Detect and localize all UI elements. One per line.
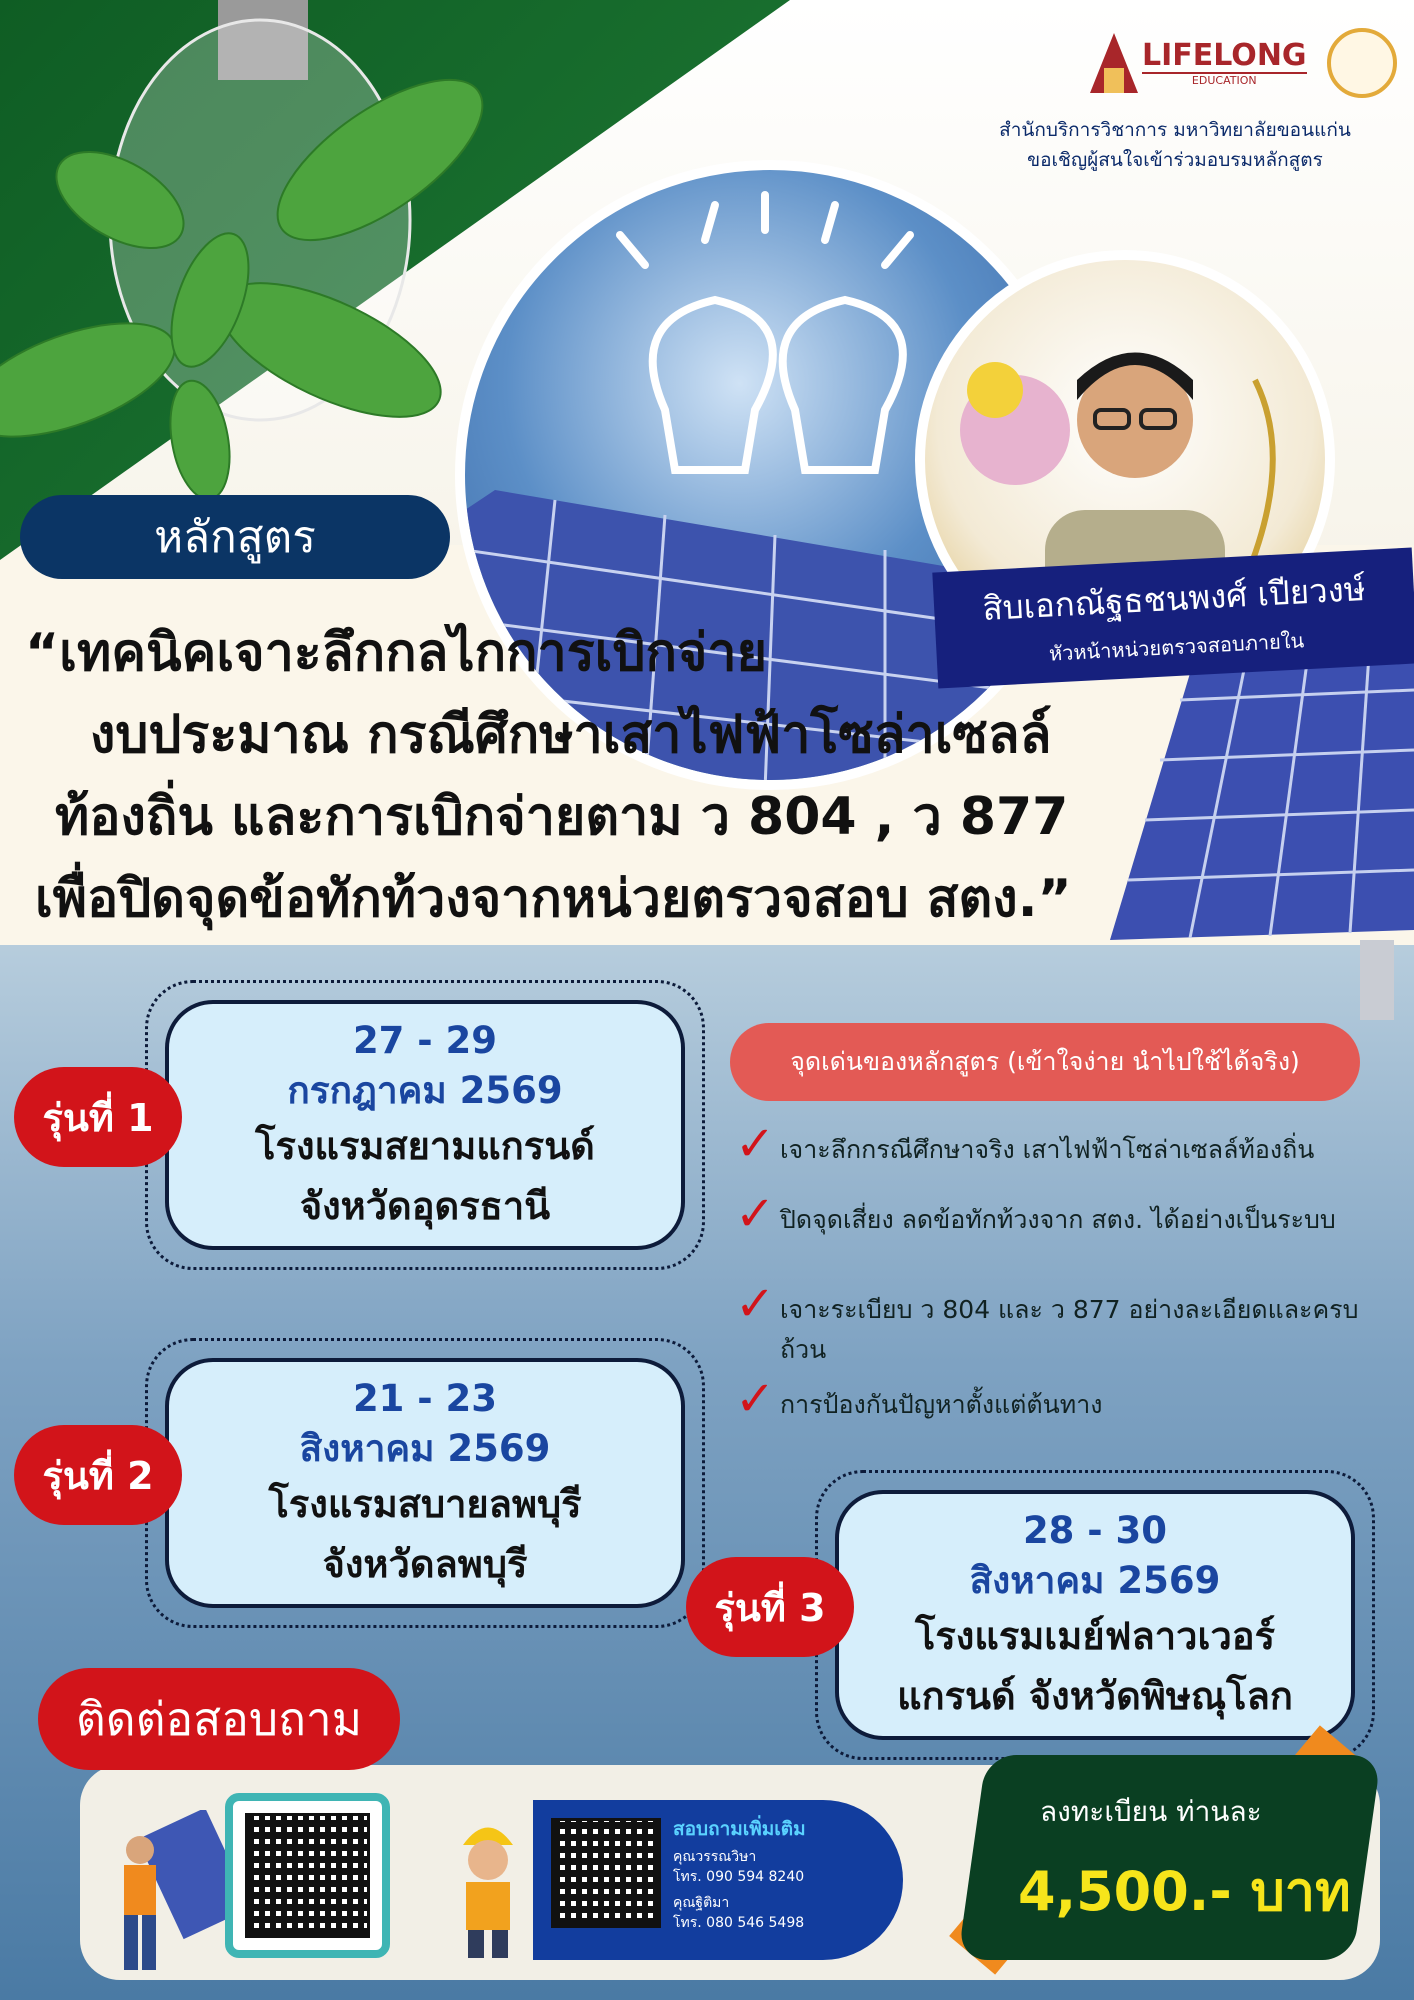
inquiry-qr-code[interactable] — [551, 1818, 661, 1928]
logo-subtext: EDUCATION — [1142, 72, 1307, 87]
session-2-card — [165, 1358, 685, 1608]
title-line-3: ท้องถิ่น และการเบิกจ่ายตาม ว 804 , ว 877 — [55, 787, 1069, 847]
session-dates: 28 - 30 — [1022, 1509, 1168, 1552]
line-qr-frame — [225, 1793, 390, 1958]
session-venue: โรงแรมสยามแกรนด์ — [255, 1124, 595, 1168]
speaker-name: สิบเอกณัฐธชนพงศ์ เปียวงษ์ — [981, 569, 1367, 629]
round-2-badge: รุ่นที่ 2 — [14, 1425, 182, 1525]
session-province: แกรนด์ จังหวัดพิษณุโลก — [897, 1674, 1293, 1718]
price-value: 4,500.- บาท — [1018, 1860, 1351, 1923]
contact-person-2: คุณฐิติมา — [673, 1895, 730, 1911]
highlight-text: เจาะระเบียบ ว 804 และ ว 877 อย่างละเอียดและครบถ้วน — [780, 1295, 1359, 1364]
title-line-4: เพื่อปิดจุดข้อทักท้วงจากหน่วยตรวจสอบ สตง.” — [35, 869, 1072, 929]
checkmark-icon: ✓ — [735, 1116, 776, 1172]
contact-person-1: คุณวรรณวิษา — [673, 1849, 757, 1865]
course-tag: หลักสูตร — [20, 495, 450, 579]
org-line-1: สำนักบริการวิชาการ มหาวิทยาลัยขอนแก่น — [999, 119, 1351, 141]
title-line-1: “เทคนิคเจาะลึกกลไกการเบิกจ่าย — [25, 623, 768, 683]
session-venue: โรงแรมสบายลพบุรี — [268, 1482, 582, 1526]
round-1-badge: รุ่นที่ 1 — [14, 1067, 182, 1167]
temple-logo-icon — [1090, 33, 1138, 93]
session-province: จังหวัดอุดรธานี — [299, 1184, 551, 1228]
highlight-item — [735, 1276, 1385, 1370]
session-venue: โรงแรมเมย์ฟลาวเวอร์ — [914, 1614, 1276, 1658]
highlight-text: การป้องกันปัญหาตั้งแต่ต้นทาง — [780, 1390, 1103, 1419]
contact-button[interactable]: ติดต่อสอบถาม — [38, 1668, 400, 1770]
highlight-item — [735, 1186, 1385, 1242]
session-month: สิงหาคม 2569 — [969, 1559, 1221, 1602]
inquiry-info — [533, 1800, 903, 1960]
speaker-banner — [932, 548, 1414, 689]
highlight-item — [735, 1116, 1385, 1172]
contact-phone-1[interactable]: โทร. 090 594 8240 — [673, 1869, 805, 1885]
session-month: สิงหาคม 2569 — [299, 1427, 551, 1470]
line-qr-code[interactable] — [245, 1813, 370, 1938]
session-province: จังหวัดลพบุรี — [322, 1542, 528, 1586]
header-logos — [1090, 28, 1397, 98]
solar-worker-icon — [110, 1810, 230, 1980]
highlights-title: จุดเด่นของหลักสูตร (เข้าใจง่าย นำไปใช้ได้จริง) — [730, 1023, 1360, 1101]
inquiry-title: สอบถามเพิ่มเติม — [673, 1818, 806, 1840]
org-text — [960, 115, 1390, 175]
round-3-badge: รุ่นที่ 3 — [686, 1557, 854, 1657]
title-line-2: งบประมาณ กรณีศึกษาเสาไฟฟ้าโซล่าเซลล์ — [90, 705, 1052, 765]
highlight-text: ปิดจุดเสี่ยง ลดข้อทักท้วงจาก สตง. ได้อย่างเป็นระบบ — [780, 1205, 1336, 1234]
price-label: ลงทะเบียน ท่านละ — [1040, 1795, 1262, 1828]
org-line-2: ขอเชิญผู้สนใจเข้าร่วมอบรมหลักสูตร — [1027, 149, 1323, 171]
session-month: กรกฎาคม 2569 — [287, 1069, 563, 1112]
session-3-card — [835, 1490, 1355, 1740]
session-dates: 21 - 23 — [352, 1377, 498, 1420]
logo-text: LIFELONG — [1142, 37, 1307, 73]
solar-panel-image — [1080, 640, 1414, 1020]
checkmark-icon: ✓ — [735, 1186, 776, 1242]
speaker-role: หัวหน้าหน่วยตรวจสอบภายใน — [1048, 628, 1305, 666]
checkmark-icon: ✓ — [735, 1276, 776, 1332]
engineer-icon — [448, 1810, 528, 1960]
session-1-card — [165, 1000, 685, 1250]
highlight-item — [735, 1371, 1385, 1427]
checkmark-icon: ✓ — [735, 1371, 776, 1427]
university-seal-icon — [1327, 28, 1397, 98]
contact-phone-2[interactable]: โทร. 080 546 5498 — [673, 1915, 805, 1931]
highlight-text: เจาะลึกกรณีศึกษาจริง เสาไฟฟ้าโซล่าเซลล์ท้องถิ่น — [780, 1135, 1315, 1164]
session-dates: 27 - 29 — [352, 1019, 498, 1062]
